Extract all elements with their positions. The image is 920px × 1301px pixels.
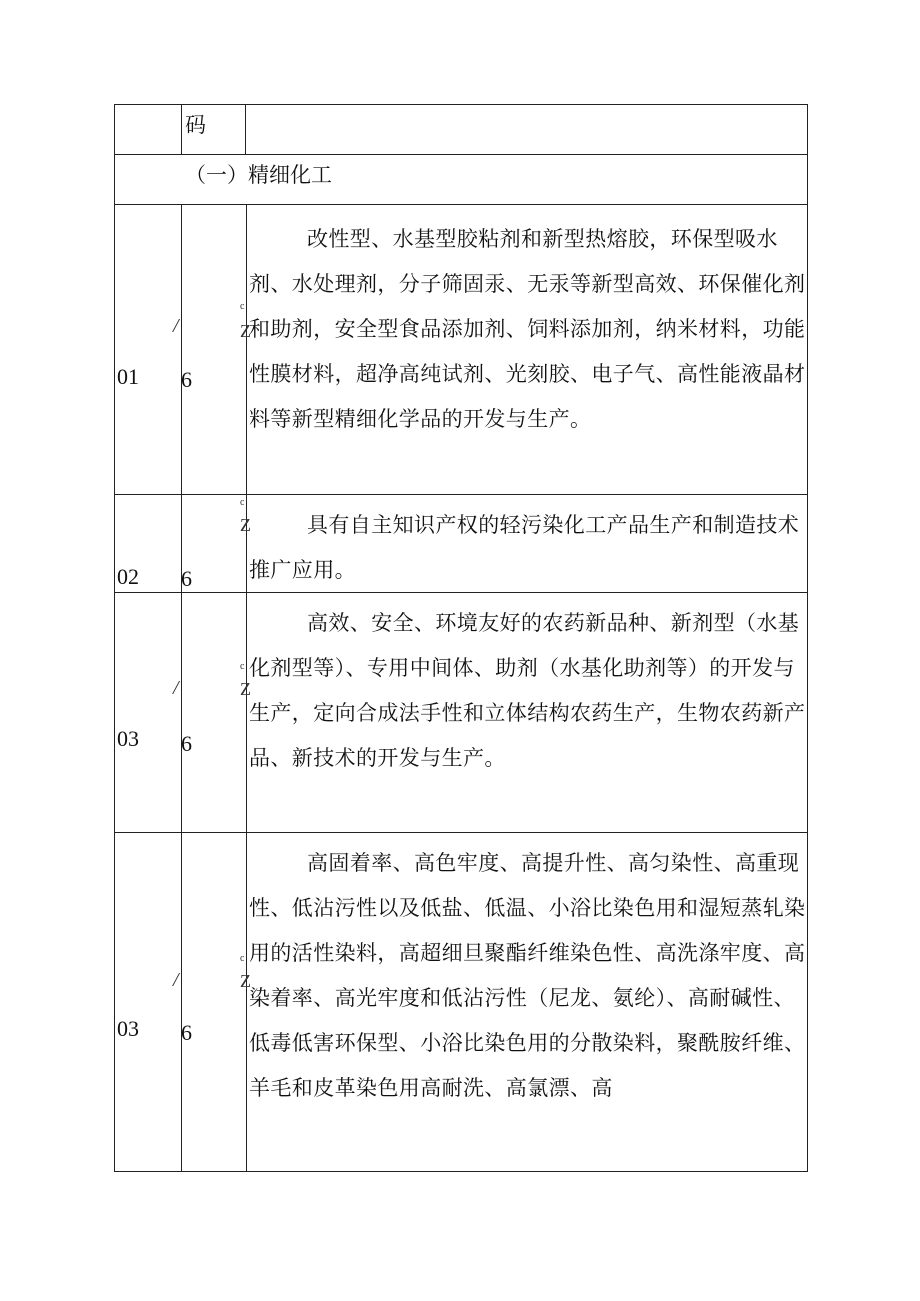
row-description-text: 高固着率、高色牢度、高提升性、高匀染性、高重现性、低沾污性以及低盐、低温、小浴比染色用和湿短蒸轧染用的活性染料，高超细旦聚酯纤维染色性、高洗涤牢度、高染着率、高光牢度和低沾污性（尼龙、氨纶）、高耐碱性、低毒低害环保型、小浴比染色用的分散染料，聚酰胺纤维、羊毛和皮革染色用高耐洗、高氯漂、高	[249, 851, 806, 1100]
row-mark-small: c	[240, 301, 245, 312]
row-divider	[115, 832, 807, 833]
row-description-text: 改性型、水基型胶粘剂和新型热熔胶，环保型吸水剂、水处理剂，分子筛固汞、无汞等新型高效、环保催化剂和助剂，安全型食品添加剂、饲料添加剂，纳米材料，功能性膜材料，超净高纯试剂、光刻胶、电子气、高性能液晶材料等新型精细化学品的开发与生产。	[249, 227, 806, 431]
row-mark-z: Z	[240, 679, 251, 699]
row-divider	[115, 204, 807, 205]
row-divider	[115, 494, 807, 495]
row-slash-mark: /	[173, 677, 179, 699]
row-slash-mark: /	[173, 969, 179, 991]
row-description	[249, 841, 809, 1111]
row-type: 6	[181, 1020, 192, 1045]
row-mark-small: c	[240, 497, 245, 508]
row-description	[249, 503, 809, 593]
row-description-text: 高效、安全、环境友好的农药新品种、新剂型（水基化剂型等）、专用中间体、助剂（水基化助剂等）的开发与生产，定向合成法手性和立体结构农药生产，生物农药新产品、新技术的开发与生产。	[249, 611, 806, 770]
row-divider	[115, 154, 807, 155]
row-code: 03	[117, 1016, 139, 1041]
row-code: 03	[117, 726, 139, 751]
row-description	[249, 217, 809, 442]
row-mark-z: Z	[240, 321, 251, 341]
row-type: 6	[181, 731, 192, 756]
row-mark-small: c	[240, 953, 245, 964]
catalog-table	[114, 104, 808, 1172]
column-divider	[181, 105, 182, 154]
row-code: 02	[117, 564, 139, 589]
column-divider	[245, 105, 246, 154]
row-slash-mark: /	[173, 315, 179, 337]
header-code-label: 码	[185, 113, 206, 137]
section-title: （一）精细化工	[185, 163, 332, 187]
row-mark-z: Z	[240, 971, 251, 991]
row-code: 01	[117, 364, 139, 389]
row-mark-z: Z	[240, 515, 251, 535]
row-mark-small: c	[240, 661, 245, 672]
row-type: 6	[181, 367, 192, 392]
row-description	[249, 601, 809, 781]
row-type: 6	[181, 566, 192, 591]
row-description-text: 具有自主知识产权的轻污染化工产品生产和制造技术推广应用。	[249, 513, 800, 582]
